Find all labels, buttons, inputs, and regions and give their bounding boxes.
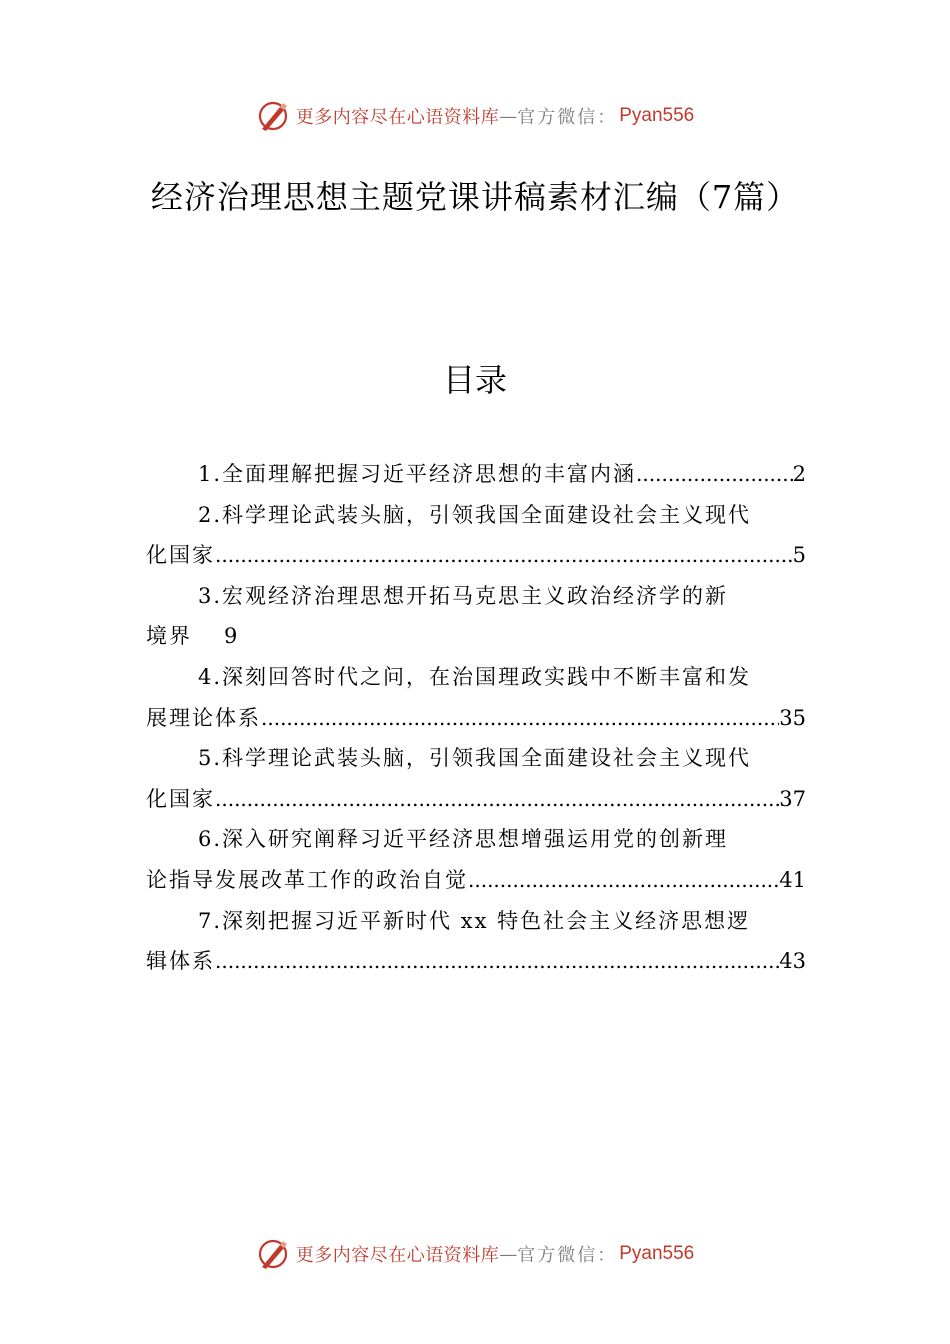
toc-entry-1[interactable] — [146, 454, 806, 495]
banner-wechat-id: Pyan556 — [619, 1243, 695, 1264]
toc-leader — [636, 454, 793, 495]
footer-banner — [0, 1234, 950, 1274]
banner-dash: — — [499, 1243, 518, 1265]
toc-leader — [215, 779, 779, 820]
toc-title-line2: 境界 — [146, 624, 192, 649]
toc-number: 7. — [198, 908, 223, 933]
toc-title-line2: 化国家 — [146, 786, 215, 811]
toc-page: 43 — [779, 949, 806, 974]
toc-entry-7[interactable] — [146, 901, 806, 982]
toc-number: 3. — [198, 583, 223, 608]
banner-wechat-label: 官方微信： — [517, 107, 618, 128]
toc-title-line1: 深入研究阐释习近平经济思想增强运用党的创新理 — [222, 827, 729, 852]
document-title: 经济治理思想主题党课讲稿素材汇编（7篇） — [150, 178, 800, 216]
toc-title-line1: 深刻把握习近平新时代 xx 特色社会主义经济思想逻 — [222, 908, 751, 933]
toc-number: 1. — [198, 462, 223, 486]
banner-main-text: 更多内容尽在心语资料库 — [295, 1245, 500, 1266]
toc-number: 6. — [198, 827, 223, 852]
table-of-contents — [146, 454, 806, 982]
banner-dash: — — [499, 105, 518, 127]
toc-title-line2: 辑体系 — [146, 949, 215, 974]
banner-wechat-label: 官方微信： — [517, 1245, 618, 1266]
pen-logo-icon — [256, 99, 290, 133]
toc-page: 41 — [779, 867, 806, 892]
toc-title-line1: 深刻回答时代之问，在治国理政实践中不断丰富和发 — [222, 664, 752, 689]
toc-leader — [215, 941, 779, 982]
toc-leader — [215, 535, 793, 576]
toc-title: 全面理解把握习近平经济思想的丰富内涵 — [222, 462, 637, 486]
toc-title-line1: 宏观经济治理思想开拓马克思主义政治经济学的新 — [222, 583, 729, 608]
toc-number: 5. — [198, 746, 223, 771]
toc-entry-5[interactable] — [146, 738, 806, 819]
toc-page: 2 — [792, 462, 806, 486]
toc-heading: 目录 — [442, 361, 507, 399]
toc-page: 35 — [779, 705, 806, 730]
toc-entry-6[interactable] — [146, 819, 806, 900]
toc-number: 2. — [198, 502, 223, 527]
toc-entry-2[interactable] — [146, 495, 806, 576]
banner-main-text: 更多内容尽在心语资料库 — [295, 107, 500, 128]
toc-leader — [261, 698, 779, 739]
toc-entry-3[interactable] — [146, 576, 806, 657]
toc-page: 9 — [224, 624, 238, 649]
banner-wechat-id: Pyan556 — [619, 105, 695, 126]
toc-title-line1: 科学理论武装头脑，引领我国全面建设社会主义现代 — [222, 746, 752, 771]
toc-title-line1: 科学理论武装头脑，引领我国全面建设社会主义现代 — [222, 502, 752, 527]
toc-title-line2: 化国家 — [146, 543, 215, 568]
toc-page: 37 — [779, 786, 806, 811]
toc-entry-4[interactable] — [146, 657, 806, 738]
toc-title-line2: 展理论体系 — [146, 705, 261, 730]
header-banner — [0, 96, 950, 136]
toc-title-line2: 论指导发展改革工作的政治自觉 — [146, 867, 468, 892]
pen-logo-icon — [256, 1237, 290, 1271]
toc-number: 4. — [198, 664, 223, 689]
toc-page: 5 — [792, 543, 806, 568]
toc-leader — [468, 860, 779, 901]
